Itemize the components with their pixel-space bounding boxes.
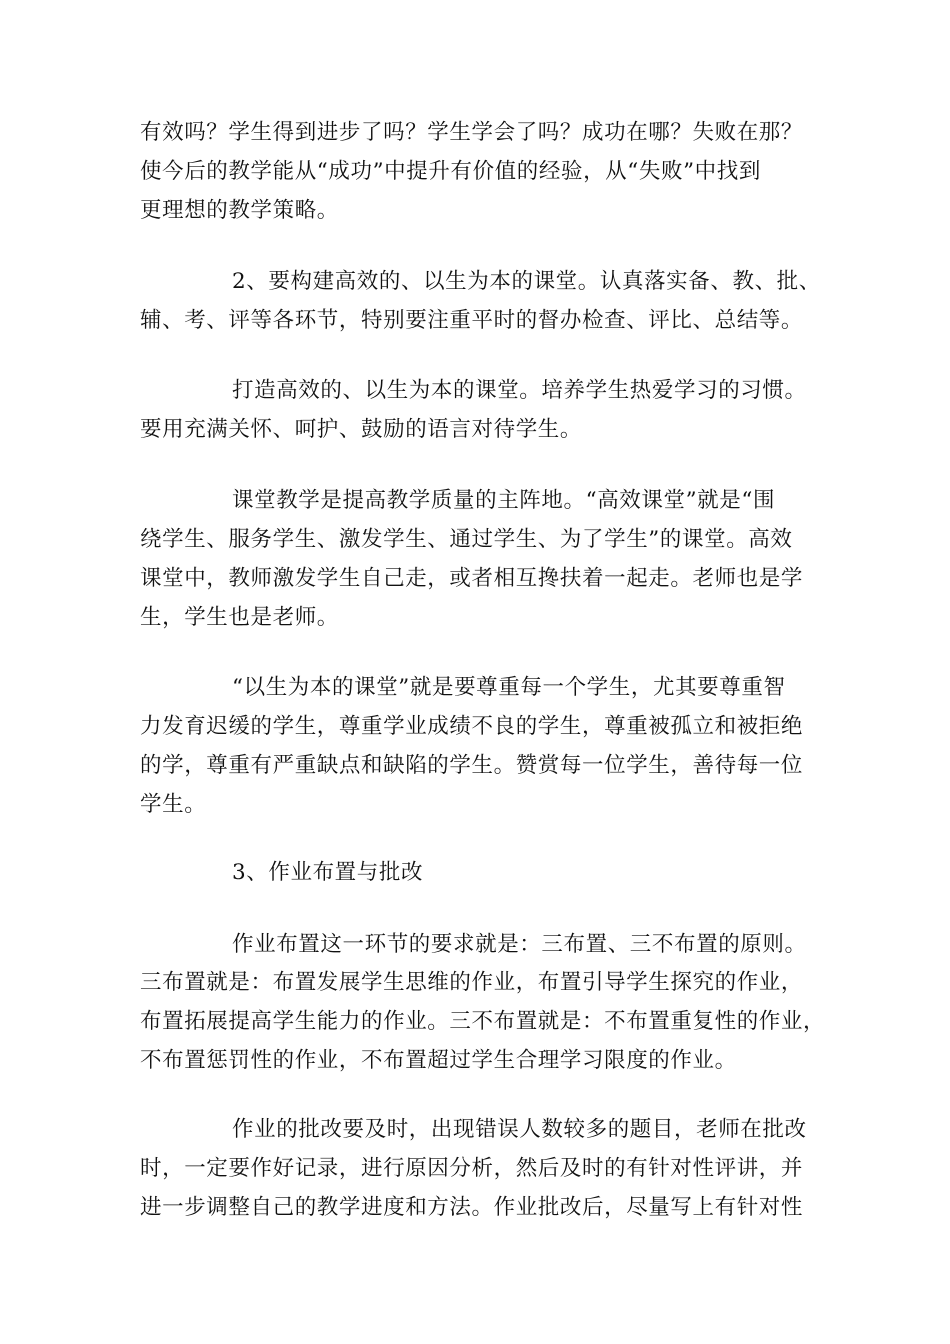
section-heading-3: 3、作业布置与批改 xyxy=(232,860,424,885)
text-line: 使今后的教学能从“成功”中提升有价值的经验，从“失败”中找到 xyxy=(140,159,761,184)
text-line: 生，学生也是老师。 xyxy=(140,605,339,630)
text-line: 课堂教学是提高教学质量的主阵地。“高效课堂”就是“围 xyxy=(232,488,776,513)
text-line: 时，一定要作好记录，进行原因分析，然后及时的有针对性评讲，并 xyxy=(140,1156,804,1181)
text-line: 绕学生、服务学生、激发学生、通过学生、为了学生”的课堂。高效 xyxy=(140,527,793,552)
text-line: 要用充满关怀、呵护、鼓励的语言对待学生。 xyxy=(140,417,583,442)
text-line: 力发育迟缓的学生，尊重学业成绩不良的学生，尊重被孤立和被拒绝 xyxy=(140,714,804,739)
text-line: 作业的批改要及时，出现错误人数较多的题目，老师在批改 xyxy=(232,1117,807,1142)
text-line: 布置拓展提高学生能力的作业。三不布置就是：不布置重复性的作业， xyxy=(140,1009,826,1034)
text-line: 不布置惩罚性的作业，不布置超过学生合理学习限度的作业。 xyxy=(140,1048,737,1073)
text-line: 三布置就是：布置发展学生思维的作业，布置引导学生探究的作业， xyxy=(140,970,804,995)
text-line: 有效吗？学生得到进步了吗？学生学会了吗？成功在哪？失败在那？ xyxy=(140,120,804,145)
text-line: 进一步调整自己的教学进度和方法。作业批改后，尽量写上有针对性 xyxy=(140,1195,804,1220)
text-line: 课堂中，教师激发学生自己走，或者相互搀扶着一起走。老师也是学 xyxy=(140,566,804,591)
text-line: 的学，尊重有严重缺点和缺陷的学生。赞赏每一位学生，善待每一位 xyxy=(140,753,804,778)
text-line: “以生为本的课堂”就是要尊重每一个学生，尤其要尊重智 xyxy=(232,675,786,700)
text-line: 作业布置这一环节的要求就是：三布置、三不布置的原则。 xyxy=(232,932,807,957)
text-line: 更理想的教学策略。 xyxy=(140,198,339,223)
text-line: 打造高效的、以生为本的课堂。培养学生热爱学习的习惯。 xyxy=(232,378,807,403)
text-line: 辅、考、评等各环节，特别要注重平时的督办检查、评比、总结等。 xyxy=(140,308,804,333)
text-line: 学生。 xyxy=(140,792,207,817)
section-heading-2-line: 2、要构建高效的、以生为本的课堂。认真落实备、教、批、 xyxy=(232,269,821,294)
